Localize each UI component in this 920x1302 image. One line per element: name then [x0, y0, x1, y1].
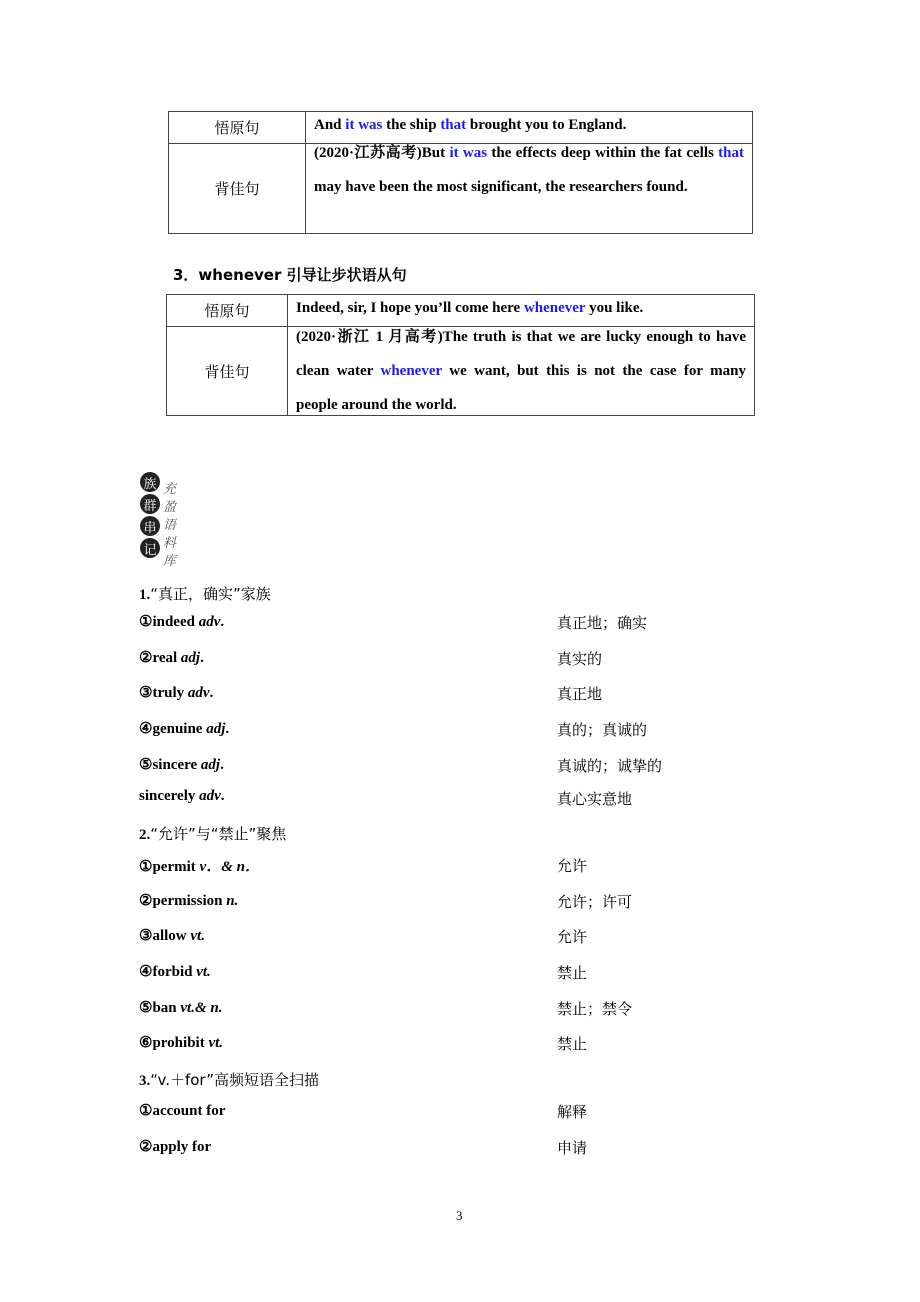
item-number: ① [139, 614, 153, 630]
punctuation: . [225, 721, 230, 737]
item-number: ④ [139, 964, 153, 980]
vocab-word: real [152, 650, 178, 666]
sentence-text: (2020·浙江 1 月高考)The truth is that we are lucky enough to have clean water [296, 329, 746, 379]
vocab-word: sincerely [139, 788, 196, 804]
sentence-text: the ship [382, 117, 441, 133]
item-number: ④ [139, 721, 153, 737]
sentence-text: And [314, 117, 346, 133]
item-number: ③ [139, 685, 153, 701]
vocab-word: apply for [152, 1139, 212, 1155]
highlight-keyword: it was [449, 145, 488, 161]
vocab-meaning: 真的；真诚的 [557, 721, 648, 739]
example-table-1 [168, 111, 753, 234]
banner-side-char: 盈 [163, 500, 177, 515]
page-number: 3 [456, 1208, 463, 1223]
vocab-item [139, 648, 204, 667]
vocab-word: prohibit [152, 1035, 205, 1051]
model-sentence [288, 320, 754, 415]
sentence-text: we want, but this is not the case for many people around the world. [296, 363, 746, 413]
banner-side-char: 库 [163, 554, 177, 569]
punctuation: . [200, 650, 204, 666]
section-title: 3．whenever 引导让步状语从句 [173, 266, 407, 284]
vocab-word: permit [152, 859, 196, 875]
vocab-word: ban [152, 1000, 177, 1016]
punctuation: . [220, 757, 224, 773]
banner-side-char: 充 [163, 482, 177, 497]
highlight-keyword: whenever [523, 300, 586, 316]
highlight-keyword: that [440, 117, 467, 133]
vocab-word: allow [152, 928, 187, 944]
banner-side-char: 料 [163, 536, 177, 551]
vocab-meaning: 解释 [557, 1103, 588, 1121]
vocab-word: permission [152, 893, 223, 909]
sentence-text: brought you to England. [466, 117, 627, 133]
vocab-word: sincere [152, 757, 198, 773]
vocab-meaning: 真诚的；诚挚的 [557, 757, 663, 775]
vocab-word: account for [152, 1103, 226, 1119]
vocab-word: truly [152, 685, 185, 701]
group-title-text: “允许”与“禁止”聚焦 [150, 825, 287, 843]
part-of-speech: vt. [208, 1035, 224, 1051]
item-number: ② [139, 893, 153, 909]
vocab-item [139, 683, 213, 702]
part-of-speech: vt. [196, 964, 211, 980]
part-of-speech: vt. [190, 928, 205, 944]
vocab-word: forbid [152, 964, 193, 980]
vocab-item [139, 788, 225, 805]
item-number: ② [139, 1139, 153, 1155]
vocab-meaning: 真实的 [557, 650, 603, 668]
highlight-keyword: it was [345, 117, 383, 133]
vocab-meaning: 真心实意地 [557, 790, 633, 808]
sentence-text: may have been the most significant, the researchers found. [314, 179, 688, 195]
banner-badge: 群 [140, 494, 160, 514]
label-original: 悟原句 [167, 295, 288, 327]
vocab-meaning: 真正地；确实 [557, 614, 648, 632]
vocab-meaning: 禁止 [557, 1035, 588, 1053]
vocab-item [139, 1101, 225, 1120]
vocab-meaning: 允许；许可 [557, 893, 633, 911]
sentence-text: Indeed, sir, I hope you’ll come here [296, 300, 524, 316]
punctuation: . [220, 614, 225, 630]
sentence-text: the effects deep within the fat cells [487, 145, 719, 161]
part-of-speech: adv [198, 614, 221, 630]
item-number: ① [139, 859, 153, 875]
label-model: 背佳句 [169, 144, 306, 233]
item-number: ⑤ [139, 757, 153, 773]
item-number: ⑤ [139, 1000, 153, 1016]
group-number: 3. [139, 1073, 151, 1089]
group-number: 1. [139, 587, 151, 603]
vocab-item [139, 926, 205, 945]
vocab-meaning: 允许 [557, 928, 588, 946]
vocab-item [139, 1137, 211, 1156]
part-of-speech: adv [199, 788, 221, 804]
model-sentence [306, 136, 752, 233]
vocab-meaning: 禁止 [557, 964, 588, 982]
vocab-item [139, 1033, 223, 1052]
part-of-speech: vt.& n. [180, 1000, 223, 1016]
example-table-2 [166, 294, 755, 416]
vocab-word: indeed [152, 614, 195, 630]
part-of-speech: adj [180, 650, 201, 666]
vocab-word: genuine [152, 721, 203, 737]
banner-badge: 串 [140, 516, 160, 536]
group-number: 2. [139, 827, 151, 843]
group-title-text: “v.＋for”高频短语全扫描 [150, 1071, 319, 1089]
banner-side-char: 语 [163, 518, 177, 533]
part-of-speech: n. [226, 893, 239, 909]
vocab-meaning: 真正地 [557, 685, 603, 703]
group-title [139, 583, 271, 604]
vocab-item [139, 998, 222, 1017]
group-title-text: “真正，确实”家族 [150, 585, 271, 603]
punctuation: . [220, 788, 225, 804]
part-of-speech: adv [187, 685, 210, 701]
sentence-text: (2020·江苏高考)But [314, 145, 450, 161]
vocab-item [139, 719, 229, 738]
item-number: ⑥ [139, 1035, 153, 1051]
part-of-speech: v．& n． [199, 859, 260, 875]
item-number: ② [139, 650, 153, 666]
part-of-speech: adj [206, 721, 226, 737]
vocab-meaning: 申请 [557, 1139, 588, 1157]
item-number: ① [139, 1103, 153, 1119]
highlight-keyword: that [718, 145, 744, 161]
banner-badge: 记 [140, 538, 160, 558]
group-title [139, 823, 286, 844]
vocab-item [139, 891, 238, 910]
vocab-item [139, 612, 224, 631]
punctuation: . [209, 685, 214, 701]
vocab-item [139, 962, 211, 981]
label-model: 背佳句 [167, 327, 288, 415]
vocab-meaning: 禁止；禁令 [557, 1000, 633, 1018]
vocab-item [139, 855, 260, 876]
group-title [139, 1069, 319, 1090]
highlight-keyword: whenever [380, 363, 442, 379]
part-of-speech: adj [200, 757, 221, 773]
banner-badge: 族 [140, 472, 160, 492]
vocab-meaning: 允许 [557, 857, 588, 875]
label-original: 悟原句 [169, 112, 306, 144]
vocab-item [139, 755, 224, 774]
sentence-text: you like. [585, 300, 644, 316]
item-number: ③ [139, 928, 153, 944]
